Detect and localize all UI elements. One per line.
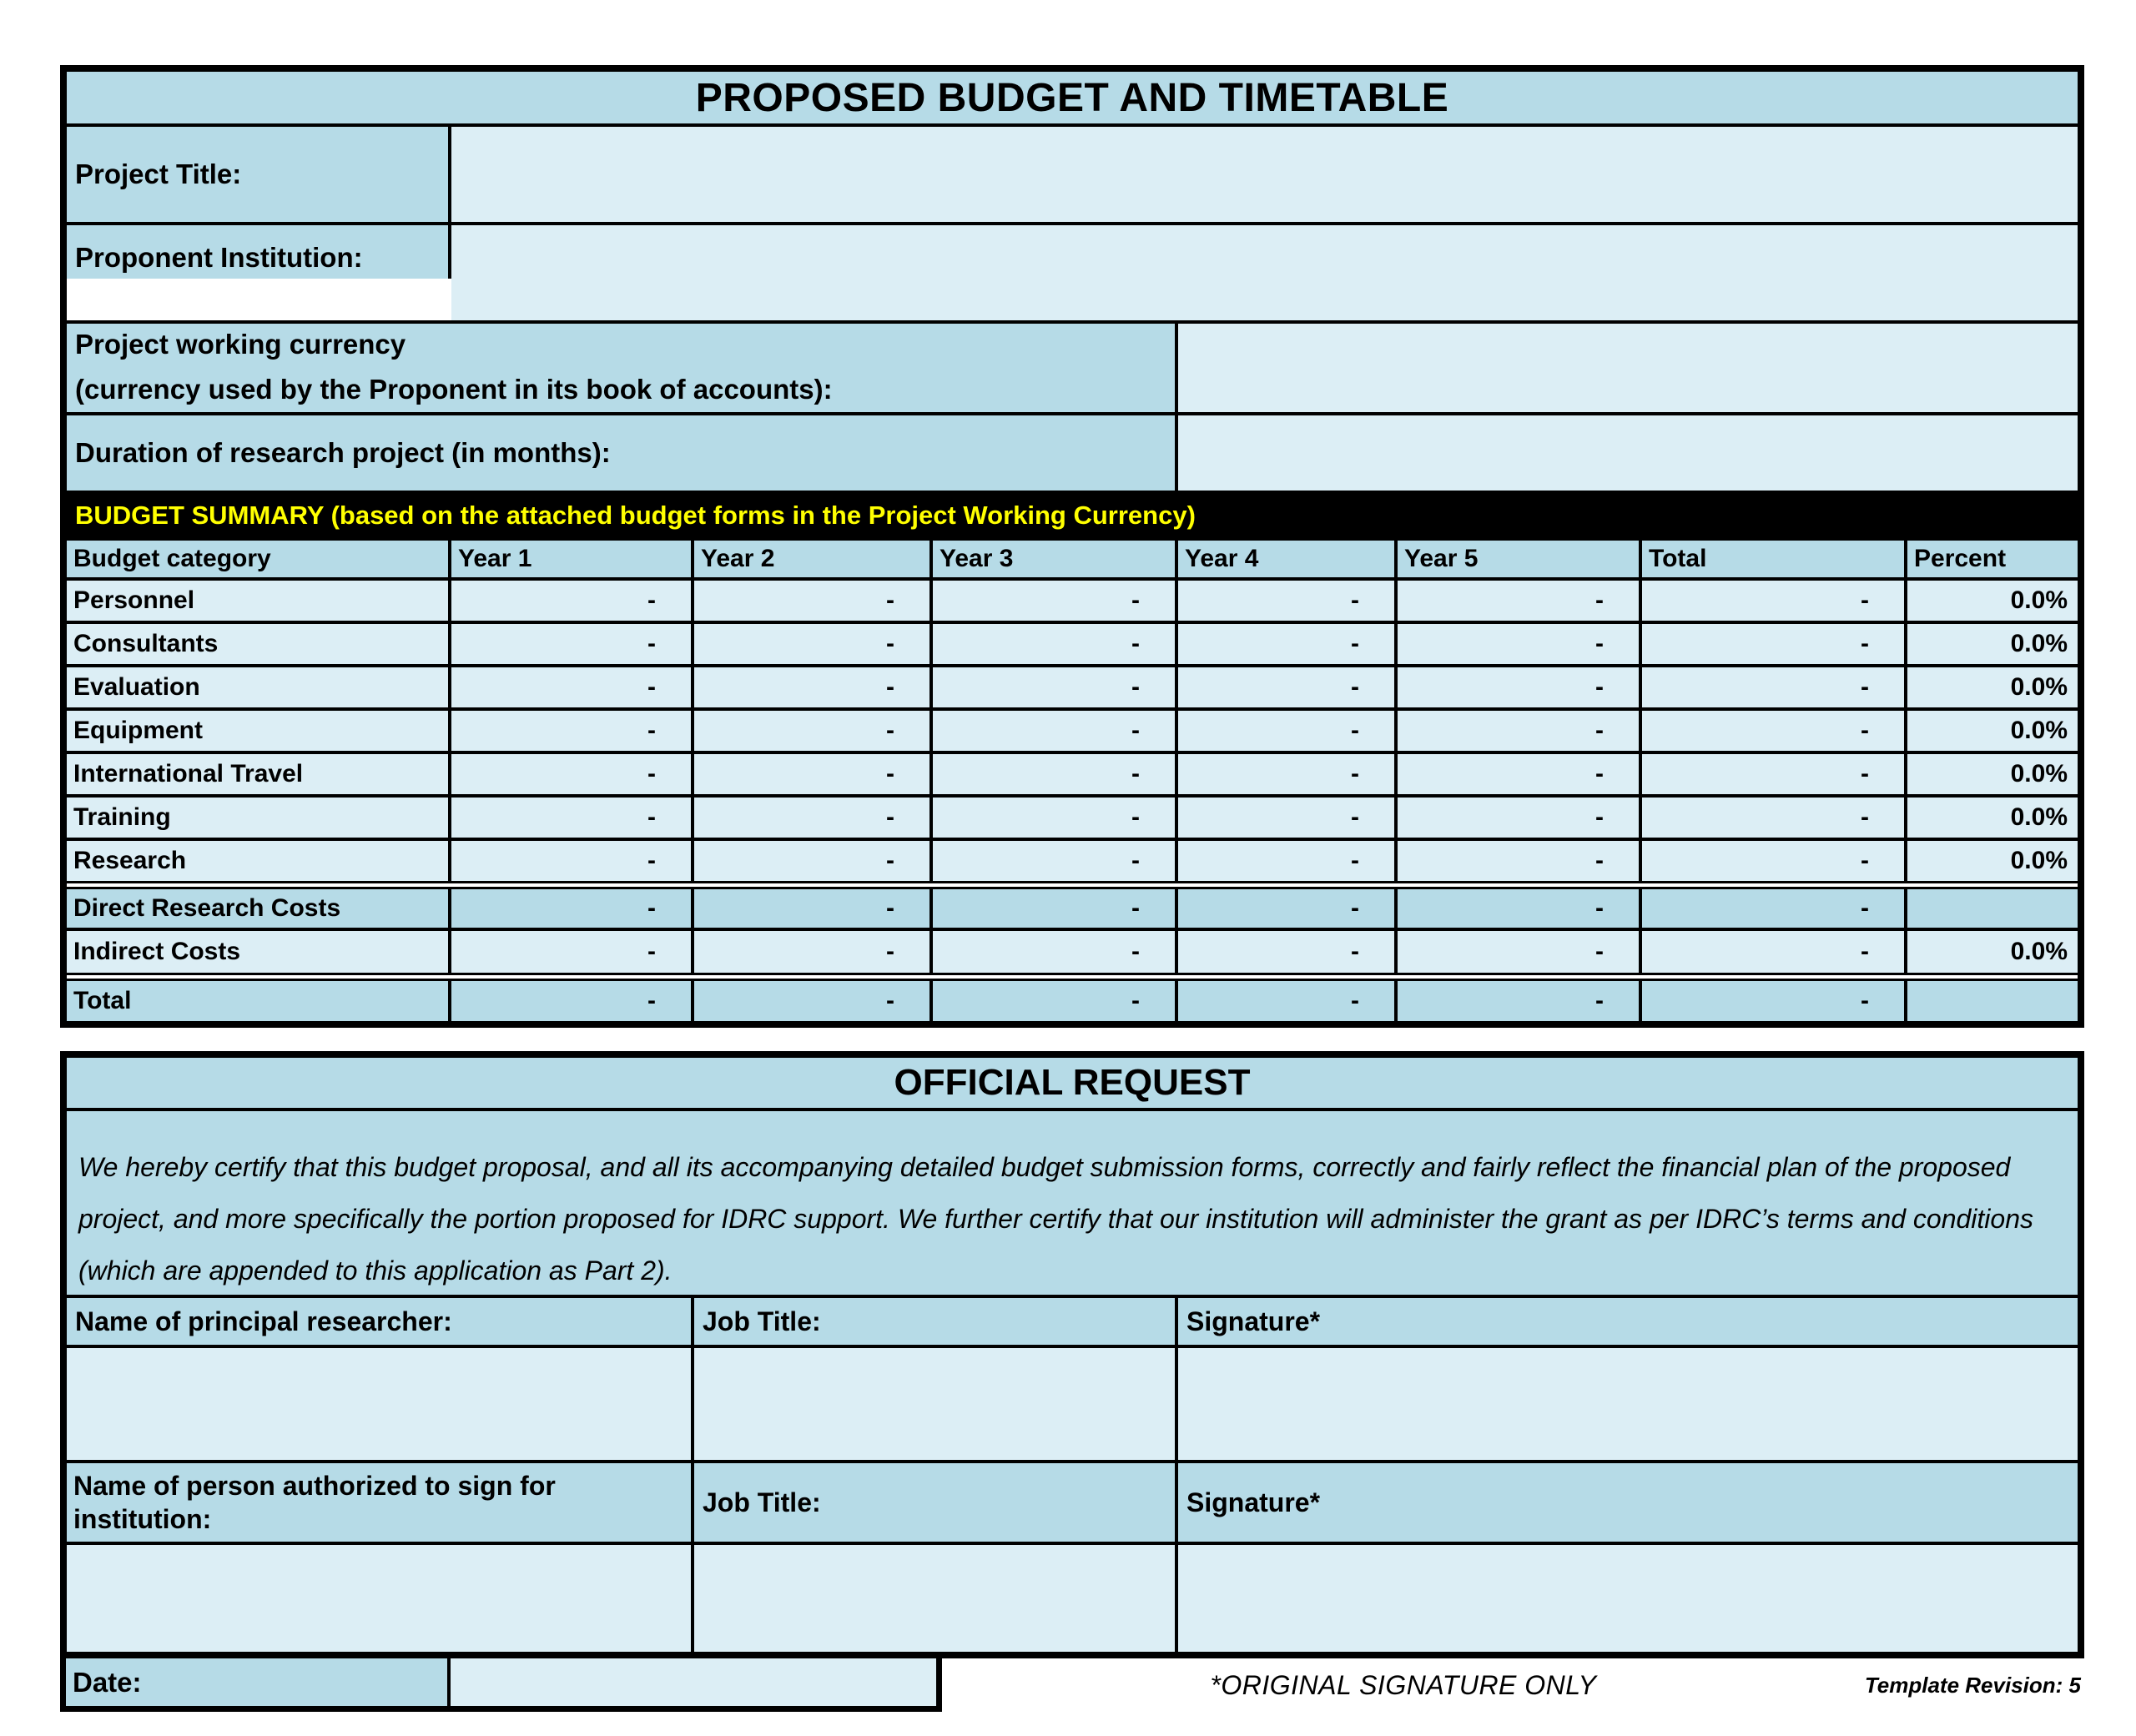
authorized-signer-header-row [67,1460,2078,1542]
principal-researcher-header-row [67,1295,2078,1345]
proponent-institution-row [67,222,2078,320]
year4-value-cell: - [1178,889,1398,928]
budget-category-cell: Evaluation [67,667,451,707]
year1-value-cell: - [451,754,694,794]
duration-row [67,412,2078,491]
table-row-research [67,838,2078,881]
percent-cell [1907,981,2078,1021]
total-value-cell: - [1642,624,1907,664]
year5-value-cell: - [1398,931,1642,973]
year4-value-cell: - [1178,754,1398,794]
percent-cell: 0.0% [1907,841,2078,881]
duration-input[interactable] [1178,415,2078,491]
year4-value-cell: - [1178,798,1398,838]
table-row-indirect-costs [67,928,2078,973]
budget-category-cell: Training [67,798,451,838]
duration-label: Duration of research project (in months): [67,415,1178,491]
certification-row [67,1108,2078,1295]
year5-value-cell: - [1398,754,1642,794]
total-value-cell: - [1642,581,1907,621]
year4-value-cell: - [1178,981,1398,1021]
year3-value-cell: - [933,841,1178,881]
year2-value-cell: - [694,667,933,707]
budget-category-cell: Direct Research Costs [67,889,451,928]
year1-value-cell: - [451,889,694,928]
percent-cell: 0.0% [1907,798,2078,838]
date-label: Date: [66,1658,451,1706]
proponent-institution-label: Proponent Institution: [67,225,451,279]
percent-cell: 0.0% [1907,711,2078,751]
budget-summary-banner: BUDGET SUMMARY (based on the attached budget forms in the Project Working Currency) [67,494,2078,537]
date-row [60,1658,942,1712]
table-row-training [67,794,2078,838]
year5-value-cell: - [1398,798,1642,838]
column-header-year2: Year 2 [694,541,933,577]
year3-value-cell: - [933,798,1178,838]
year2-value-cell: - [694,624,933,664]
budget-category-cell: Consultants [67,624,451,664]
budget-form-sheet [60,65,2084,1712]
original-signature-note: *ORIGINAL SIGNATURE ONLY [1210,1669,1597,1700]
year4-value-cell: - [1178,711,1398,751]
working-currency-label-line1: Project working currency [75,329,406,360]
official-request-table [60,1051,2084,1658]
column-header-row [67,537,2078,577]
percent-cell: 0.0% [1907,931,2078,973]
year2-value-cell: - [694,981,933,1021]
total-value-cell: - [1642,841,1907,881]
total-value-cell: - [1642,981,1907,1021]
year1-value-cell: - [451,798,694,838]
working-currency-input[interactable] [1178,324,2078,412]
budget-category-cell: Total [67,981,451,1021]
percent-cell: 0.0% [1907,667,2078,707]
authorized-signature-label: Signature* [1178,1463,2078,1542]
year5-value-cell: - [1398,581,1642,621]
column-header-total: Total [1642,541,1907,577]
working-currency-row [67,320,2078,412]
total-value-cell: - [1642,931,1907,973]
year3-value-cell: - [933,711,1178,751]
project-title-label: Project Title: [67,127,451,222]
year5-value-cell: - [1398,667,1642,707]
principal-job-title-input[interactable] [694,1348,1178,1460]
budget-category-cell: Indirect Costs [67,931,451,973]
year1-value-cell: - [451,841,694,881]
year4-value-cell: - [1178,624,1398,664]
date-input[interactable] [451,1658,936,1706]
total-value-cell: - [1642,798,1907,838]
table-row-consultants [67,621,2078,664]
year3-value-cell: - [933,931,1178,973]
page-title: PROPOSED BUDGET AND TIMETABLE [67,72,2078,123]
year4-value-cell: - [1178,931,1398,973]
total-value-cell: - [1642,711,1907,751]
authorized-signature-input[interactable] [1178,1545,2078,1652]
percent-cell: 0.0% [1907,624,2078,664]
table-row-evaluation [67,664,2078,707]
budget-timetable-table [60,65,2084,1028]
year3-value-cell: - [933,624,1178,664]
column-header-year5: Year 5 [1398,541,1642,577]
year5-value-cell: - [1398,981,1642,1021]
authorized-name-input[interactable] [67,1545,694,1652]
year2-value-cell: - [694,798,933,838]
official-request-title-row [67,1058,2078,1108]
year1-value-cell: - [451,624,694,664]
certification-text: We hereby certify that this budget proposal, and all its accompanying detailed budget submission forms, correctly and fairly reflect the financial plan of the proposed project, and more specifically the portion proposed for IDRC support. We further certify that our institution will administer the grant as per IDRC’s terms and conditions (which are appended to this application as Part 2). [67,1111,2078,1295]
year2-value-cell: - [694,754,933,794]
percent-cell: 0.0% [1907,581,2078,621]
working-currency-label-line2: (currency used by the Proponent in its book of accounts): [75,374,833,405]
proponent-institution-input[interactable] [451,225,2078,320]
column-header-percent: Percent [1907,541,2078,577]
total-value-cell: - [1642,754,1907,794]
year2-value-cell: - [694,931,933,973]
column-header-year4: Year 4 [1178,541,1398,577]
principal-name-input[interactable] [67,1348,694,1460]
project-title-input[interactable] [451,127,2078,222]
principal-signature-label: Signature* [1178,1298,2078,1345]
column-header-year3: Year 3 [933,541,1178,577]
year5-value-cell: - [1398,624,1642,664]
year3-value-cell: - [933,754,1178,794]
template-revision-note: Template Revision: 5 [1864,1672,2081,1698]
budget-category-cell: Personnel [67,581,451,621]
year3-value-cell: - [933,889,1178,928]
principal-signature-input[interactable] [1178,1348,2078,1460]
total-value-cell: - [1642,889,1907,928]
year1-value-cell: - [451,931,694,973]
year3-value-cell: - [933,581,1178,621]
column-header-year1: Year 1 [451,541,694,577]
table-row-total [67,973,2078,1021]
year5-value-cell: - [1398,889,1642,928]
year2-value-cell: - [694,711,933,751]
year2-value-cell: - [694,889,933,928]
official-request-title: OFFICIAL REQUEST [67,1058,2078,1108]
year1-value-cell: - [451,581,694,621]
authorized-name-label-text: Name of person authorized to sign for institution: [73,1471,556,1534]
principal-researcher-entry-row [67,1345,2078,1460]
authorized-job-title-input[interactable] [694,1545,1178,1652]
table-row-equipment [67,707,2078,751]
year5-value-cell: - [1398,711,1642,751]
percent-cell [1907,889,2078,928]
column-header-budget-category: Budget category [67,541,451,577]
year4-value-cell: - [1178,841,1398,881]
authorized-name-label [67,1463,694,1542]
table-row-international-travel [67,751,2078,794]
budget-category-cell: International Travel [67,754,451,794]
authorized-signer-entry-row [67,1542,2078,1652]
year4-value-cell: - [1178,581,1398,621]
year2-value-cell: - [694,581,933,621]
budget-category-cell: Research [67,841,451,881]
year3-value-cell: - [933,981,1178,1021]
table-row-personnel [67,577,2078,621]
table-title-row [67,72,2078,123]
year3-value-cell: - [933,667,1178,707]
table-row-direct-research-costs [67,881,2078,928]
year2-value-cell: - [694,841,933,881]
budget-category-cell: Equipment [67,711,451,751]
working-currency-label [67,324,1178,412]
project-title-row [67,123,2078,222]
year1-value-cell: - [451,667,694,707]
principal-job-title-label: Job Title: [694,1298,1178,1345]
year5-value-cell: - [1398,841,1642,881]
year1-value-cell: - [451,981,694,1021]
principal-name-label: Name of principal researcher: [67,1298,694,1345]
authorized-job-title-label: Job Title: [694,1463,1178,1542]
percent-cell: 0.0% [1907,754,2078,794]
total-value-cell: - [1642,667,1907,707]
year1-value-cell: - [451,711,694,751]
year4-value-cell: - [1178,667,1398,707]
budget-summary-banner-row [67,491,2078,537]
bottom-band [60,1658,2084,1712]
